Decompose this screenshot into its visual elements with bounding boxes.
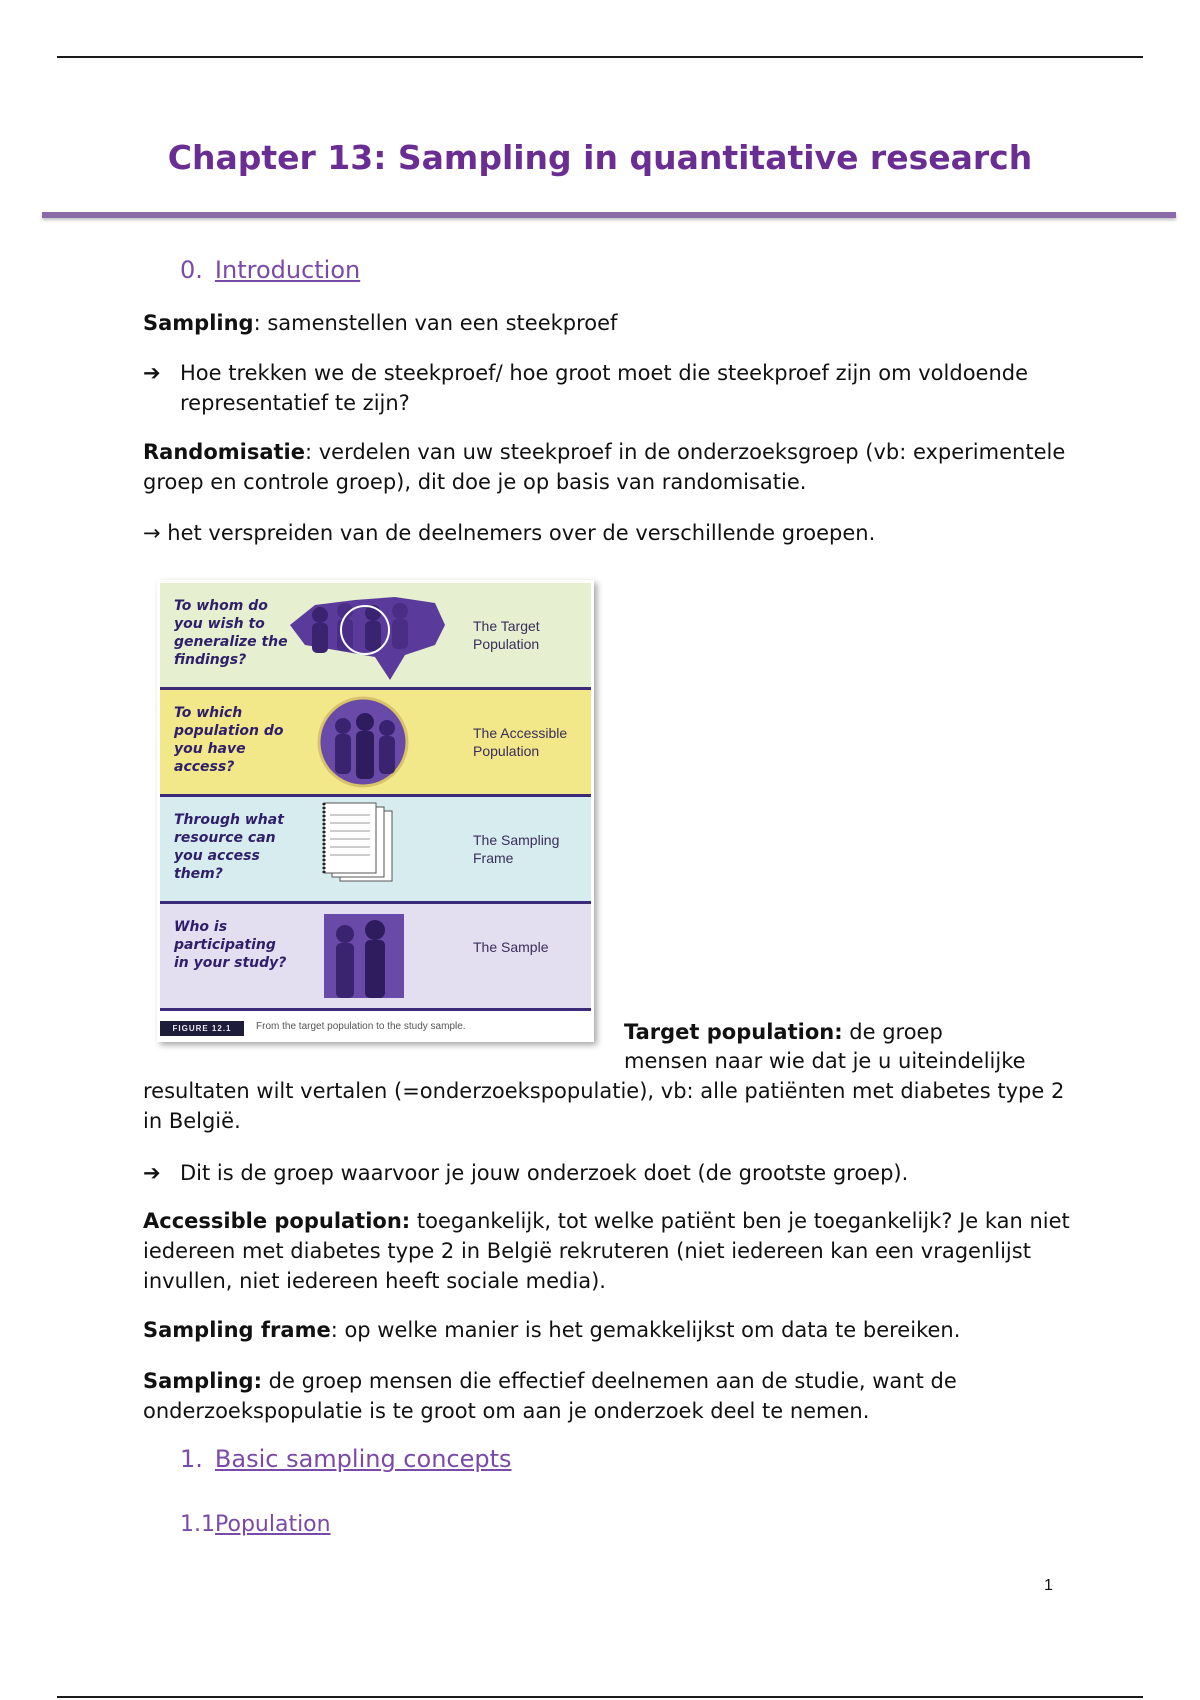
figure-band-target (160, 583, 591, 690)
paragraph-sampling-frame (143, 1315, 1073, 1345)
section-number: 1. (180, 1445, 203, 1473)
figure-caption-text: From the target population to the study sample. (256, 1021, 466, 1032)
arrow-bullet-icon: ➔ (143, 1161, 161, 1185)
section-heading-introduction (180, 256, 360, 284)
paragraph-random-arrow: → het verspreiden van de deelnemers over de verschillende groepen. (143, 521, 876, 545)
band-label: The Sampling Frame (473, 832, 560, 866)
figure-band-frame (160, 797, 591, 904)
subsection-heading-population (180, 1512, 331, 1537)
term-sampling: Sampling (143, 311, 254, 335)
def-sample: de groep mensen die effectief deelnemen aan de studie, want de onderzoekspopulatie is te groot om aan je onderzoek deel te nemen. (143, 1369, 957, 1423)
figure-caption (160, 1020, 591, 1038)
figure-sampling-levels (157, 580, 594, 1042)
arrow-text: Hoe trekken we de steekproef/ hoe groot moet die steekproef zijn om voldoende representatief te zijn? (180, 361, 1029, 415)
paragraph-randomisatie (143, 437, 1073, 497)
paragraph-sample (143, 1366, 1073, 1426)
term-accessible-population: Accessible population: (143, 1209, 411, 1233)
band-label: The Sample (473, 939, 549, 955)
band-label: The Target Population (473, 618, 540, 652)
page-top-rule (57, 56, 1143, 58)
term-sampling-2: Sampling: (143, 1369, 262, 1393)
band-question: To which population do you have access? (174, 705, 284, 775)
people-circle-icon (315, 692, 415, 792)
paragraph-sampling (143, 308, 1073, 338)
term-target-population: Target population: (624, 1020, 843, 1044)
people-square-icon (320, 906, 420, 1006)
def-sampling: : samenstellen van een steekproef (253, 311, 618, 335)
arrow-item-target (143, 1158, 1073, 1188)
subsection-link-population[interactable]: Population (215, 1512, 331, 1537)
page-title: Chapter 13: Sampling in quantitative research (167, 138, 1033, 177)
section-number: 0. (180, 256, 203, 284)
paragraph-target-rest: resultaten wilt vertalen (=onderzoekspopulatie), vb: alle patiënten met diabetes type 2 in België. (143, 1079, 1065, 1133)
subsection-number: 1.1 (180, 1512, 215, 1537)
def-accessible: toegankelijk, tot welke patiënt ben je toegankelijk? Je kan niet iedereen met diabetes type 2 in België rekruteren (niet iedereen kan een vragenlijst invullen, niet iedereen heeft sociale media). (143, 1209, 1070, 1293)
arrow-item-sampling (143, 358, 1073, 420)
term-randomisatie: Randomisatie (143, 440, 305, 464)
band-question: Who is participating in your study? (174, 919, 287, 971)
page-number: 1 (1044, 1577, 1053, 1594)
section-link-introduction[interactable]: Introduction (214, 256, 361, 284)
figure-band-accessible (160, 690, 591, 797)
def-target-part1: de groep (842, 1020, 943, 1044)
def-randomisatie: : verdelen van uw steekproef in de onderzoeksgroep (vb: experimentele groep en controle groep), dit doe je op basis van randomisatie. (143, 440, 1066, 494)
people-map-icon (285, 585, 455, 685)
band-question: Through what resource can you access them? (174, 812, 284, 882)
section-heading-basic-concepts (180, 1445, 512, 1473)
arrow-text: Dit is de groep waarvoor je jouw onderzoek doet (de grootste groep). (180, 1161, 909, 1185)
def-sampling-frame: : op welke manier is het gemakkelijkst om data te bereiken. (330, 1318, 961, 1342)
band-label: The Accessible Population (473, 725, 568, 759)
title-underline (42, 212, 1176, 218)
figure-band-sample (160, 904, 591, 1011)
figure-caption-tag: FIGURE 12.1 (160, 1021, 244, 1036)
term-sampling-frame: Sampling frame (143, 1318, 331, 1342)
page-bottom-rule (57, 1696, 1143, 1698)
section-link-basic-concepts[interactable]: Basic sampling concepts (214, 1445, 512, 1473)
paragraph-target-line1 (624, 1017, 1074, 1047)
paragraph-accessible (143, 1206, 1073, 1296)
document-stack-icon (310, 799, 420, 899)
paragraph-target-line2: mensen naar wie dat je u uiteindelijke (624, 1049, 1026, 1073)
band-question: To whom do you wish to generalize the findings? (174, 598, 288, 668)
arrow-bullet-icon: ➔ (143, 361, 161, 385)
